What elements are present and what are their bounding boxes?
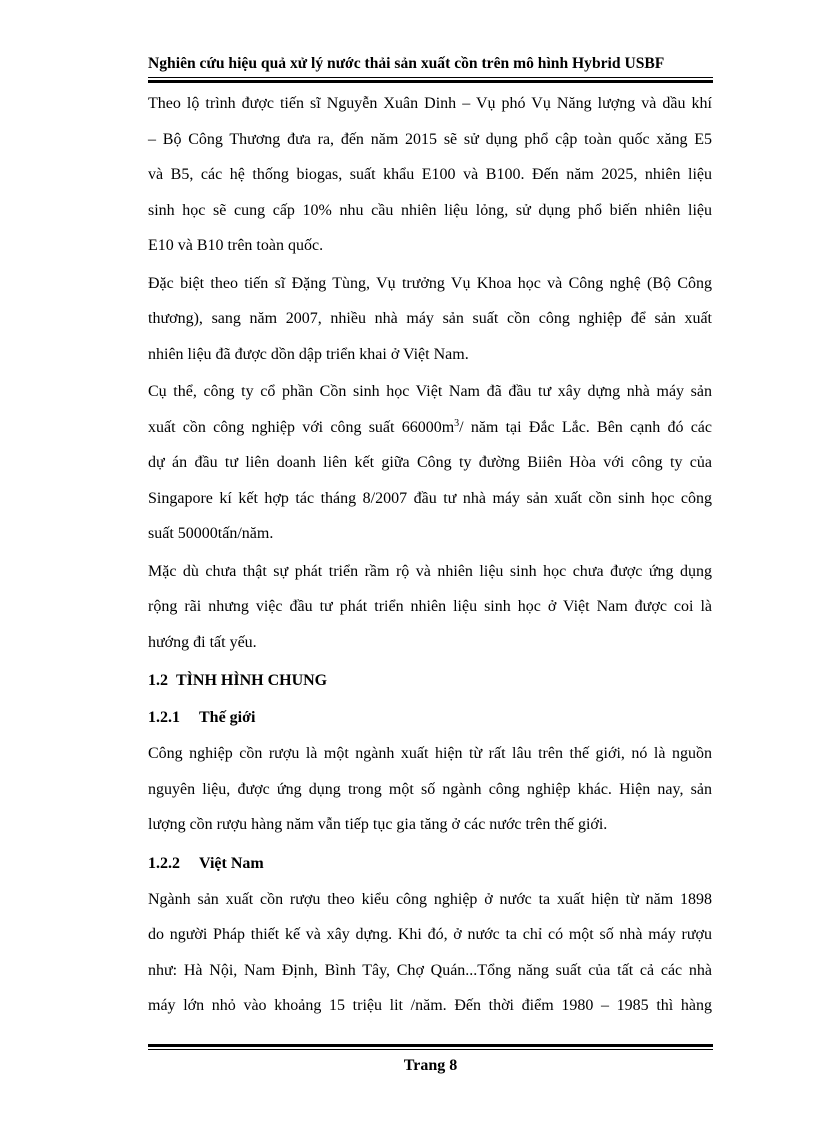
header-divider-thin [148, 77, 713, 78]
text-line: E10 và B10 trên toàn quốc. [148, 237, 324, 254]
text-line: Công nghiệp cồn rượu là một ngành xuất hiện từ rất lâu trên thế giới, nó là nguồn [148, 745, 712, 762]
paragraph-roadmap [148, 86, 712, 264]
footer-divider-thin [148, 1049, 713, 1050]
text-line: Ngành sản xuất cồn rượu theo kiểu công nghiệp ở nước ta xuất hiện từ năm 1898 [148, 890, 712, 908]
text-line: suất 50000tấn/năm. [148, 525, 274, 542]
text-line: Cụ thể, công ty cổ phần Cồn sinh học Việt Nam đã đầu tư xây dựng nhà máy sản [148, 383, 712, 400]
page-number: Trang 8 [403, 1057, 458, 1074]
section-title: Việt Nam [199, 854, 264, 872]
footer-divider-thick [148, 1044, 713, 1047]
section-heading-1-2-1 [148, 699, 712, 736]
section-number: 1.2 [148, 672, 168, 689]
text-line: Theo lộ trình được tiến sĩ Nguyễn Xuân Dinh – Vụ phó Vụ Năng lượng và dầu khí [148, 95, 712, 112]
text-line: do người Pháp thiết kế và xây dựng. Khi đó, ở nước ta chỉ có một số nhà máy rượu [148, 926, 712, 943]
section-number: 1.2.1 [148, 709, 180, 726]
text-line: nhiên liệu đã được dồn dập triển khai ở Việt Nam. [148, 345, 469, 363]
text-line: dự án đầu tư liên doanh liên kết giữa Công ty đường Biiên Hòa với công ty của [148, 454, 712, 471]
running-header-title: Nghiên cứu hiệu quả xử lý nước thải sản xuất cồn trên mô hình Hybrid USBF [148, 55, 665, 72]
text-line: – Bộ Công Thương đưa ra, đến năm 2015 sẽ sử dụng phổ cập toàn quốc xăng E5 [148, 130, 712, 148]
header-divider-thick [148, 80, 713, 83]
text-line: lượng cồn rượu hàng năm vẫn tiếp tục gia tăng ở các nước trên thế giới. [148, 816, 608, 833]
text-line: Mặc dù chưa thật sự phát triển rầm rộ và nhiên liệu sinh học chưa được ứng dụng [148, 562, 712, 580]
section-title: TÌNH HÌNH CHUNG [176, 672, 328, 689]
text-line: Singapore kí kết hợp tác tháng 8/2007 đầu tư nhà máy sản xuất cồn sinh học công [148, 489, 712, 507]
text-line: như: Hà Nội, Nam Định, Bình Tây, Chợ Quán...Tổng năng suất của tất cả các nhà [148, 961, 712, 979]
section-heading-1-2 [148, 662, 712, 699]
text-line-with-superscript [148, 410, 712, 446]
page-body [148, 86, 712, 1026]
superscript: 3 [454, 417, 460, 429]
text-fragment: / năm tại Đắc Lắc. Bên cạnh đó các [459, 418, 713, 436]
text-line: hướng đi tất yếu. [148, 633, 257, 651]
text-fragment: xuất cồn công nghiệp với công suất 66000m [148, 418, 455, 436]
text-line: Đặc biệt theo tiến sĩ Đặng Tùng, Vụ trưởng Vụ Khoa học và Công nghệ (Bộ Công [148, 274, 712, 292]
text-line: và B5, các hệ thống biogas, suất khẩu E100 và B100. Đến năm 2025, nhiên liệu [148, 166, 712, 183]
text-line: rộng rãi nhưng việc đầu tư phát triển nhiên liệu sinh học ở Việt Nam được coi là [148, 598, 712, 615]
paragraph-outlook [148, 554, 712, 661]
paragraph-vietnam [148, 882, 712, 1024]
section-number: 1.2.2 [148, 854, 180, 872]
paragraph-dang-tung [148, 266, 712, 373]
paragraph-world [148, 736, 712, 843]
text-line: sinh học sẽ cung cấp 10% nhu cầu nhiên liệu lỏng, sử dụng phổ biến nhiên liệu [148, 201, 712, 219]
section-title: Thế giới [199, 709, 256, 726]
paragraph-bioethanol-company [148, 374, 712, 552]
section-heading-1-2-2 [148, 845, 712, 882]
text-line: máy lớn nhỏ vào khoảng 15 triệu lit /năm. Đến thời điểm 1980 – 1985 thì hàng [148, 997, 712, 1014]
text-line: thương), sang năm 2007, nhiều nhà máy sản suất cồn công nghiệp để sản xuất [148, 310, 712, 327]
text-line: nguyên liệu, được ứng dụng trong một số ngành công nghiệp khác. Hiện nay, sản [148, 780, 712, 798]
